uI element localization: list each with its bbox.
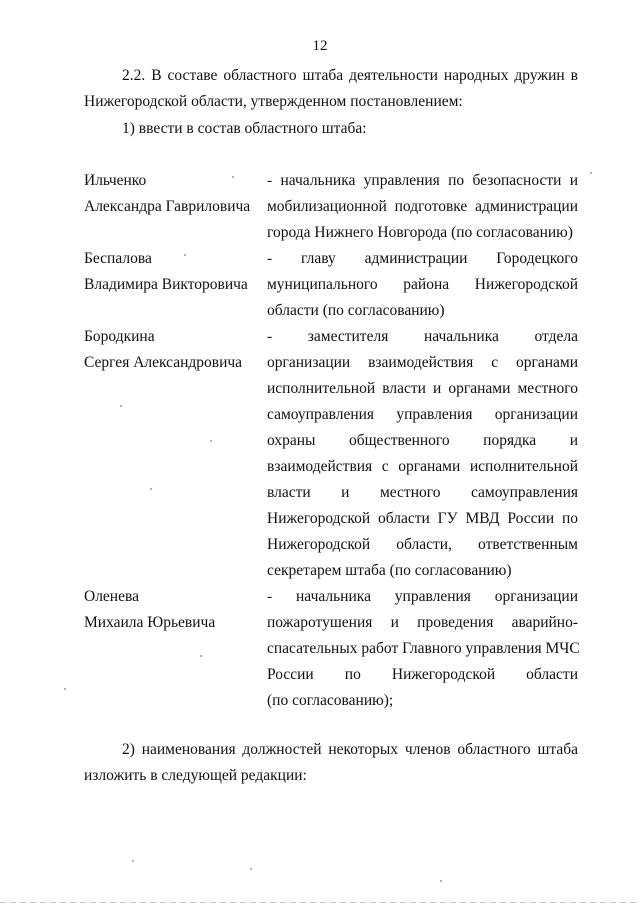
position-line: Нижегородской области ГУ МВД России по bbox=[267, 510, 578, 527]
member-surname: Оленева bbox=[84, 588, 139, 605]
scan-speck bbox=[120, 405, 122, 407]
scan-speck bbox=[200, 655, 202, 657]
position-line: власти и местного самоуправления bbox=[267, 484, 578, 501]
position-line: охраны общественного порядка и bbox=[267, 432, 578, 449]
page-number: 12 bbox=[312, 38, 328, 54]
item-1-paragraph: 1) ввести в состав областного штаба: bbox=[122, 120, 367, 137]
position-line: спасательных работ Главного управления МЧС bbox=[267, 640, 580, 657]
position-line: самоуправления управления организации bbox=[267, 406, 578, 423]
position-line: - главу администрации Городецкого bbox=[267, 250, 578, 267]
position-line: города Нижнего Новгорода (по согласованию) bbox=[267, 224, 573, 241]
scan-speck bbox=[210, 440, 212, 442]
member-name bbox=[84, 246, 259, 298]
member-position bbox=[267, 324, 578, 584]
position-line: - заместителя начальника отдела bbox=[267, 328, 578, 345]
scan-speck bbox=[440, 880, 442, 882]
member-given-name: Владимира Викторовича bbox=[84, 276, 248, 293]
position-line: мобилизационной подготовке администрации bbox=[267, 198, 578, 215]
member-position bbox=[267, 246, 578, 324]
position-line: - начальника управления по безопасности и bbox=[267, 172, 578, 189]
position-line: исполнительной власти и органами местного bbox=[267, 380, 578, 397]
position-line: России по Нижегородской области bbox=[267, 666, 578, 683]
member-surname: Бородкина bbox=[84, 328, 155, 345]
position-line: области (по согласованию) bbox=[267, 302, 445, 319]
scan-speck bbox=[64, 688, 66, 690]
scan-speck bbox=[132, 860, 134, 862]
member-given-name: Михаила Юрьевича bbox=[84, 614, 216, 631]
scan-speck bbox=[250, 868, 252, 870]
scan-speck bbox=[590, 172, 592, 174]
scan-edge-line bbox=[0, 902, 640, 903]
scan-speck bbox=[184, 254, 186, 256]
position-line: секретарем штаба (по согласованию) bbox=[267, 562, 512, 579]
member-given-name: Александра Гавриловича bbox=[84, 198, 251, 215]
member-surname: Ильченко bbox=[84, 172, 147, 189]
section-intro-paragraph: 2.2. В составе областного штаба деятельности народных дружин в Нижегородской области, утвержденном постановлением: bbox=[84, 67, 578, 110]
position-line: взаимодействия с органами исполнительной bbox=[267, 458, 578, 475]
member-surname: Беспалова bbox=[84, 250, 152, 267]
item-2-paragraph: 2) наименования должностей некоторых членов областного штаба изложить в следующей редакции: bbox=[84, 741, 578, 784]
position-line: - начальника управления организации bbox=[267, 588, 578, 605]
position-line: организации взаимодействия с органами bbox=[267, 354, 578, 371]
position-line: (по согласованию); bbox=[267, 692, 394, 709]
position-line: пожаротушения и проведения аварийно- bbox=[267, 614, 578, 631]
member-position bbox=[267, 584, 578, 714]
member-position bbox=[267, 168, 578, 246]
member-given-name: Сергея Александровича bbox=[84, 354, 243, 371]
member-name bbox=[84, 324, 259, 376]
member-name bbox=[84, 584, 259, 636]
scan-speck bbox=[232, 176, 234, 178]
position-line: муниципального района Нижегородской bbox=[267, 276, 578, 293]
position-line: Нижегородской области, ответственным bbox=[267, 536, 578, 553]
scan-speck bbox=[150, 488, 152, 490]
